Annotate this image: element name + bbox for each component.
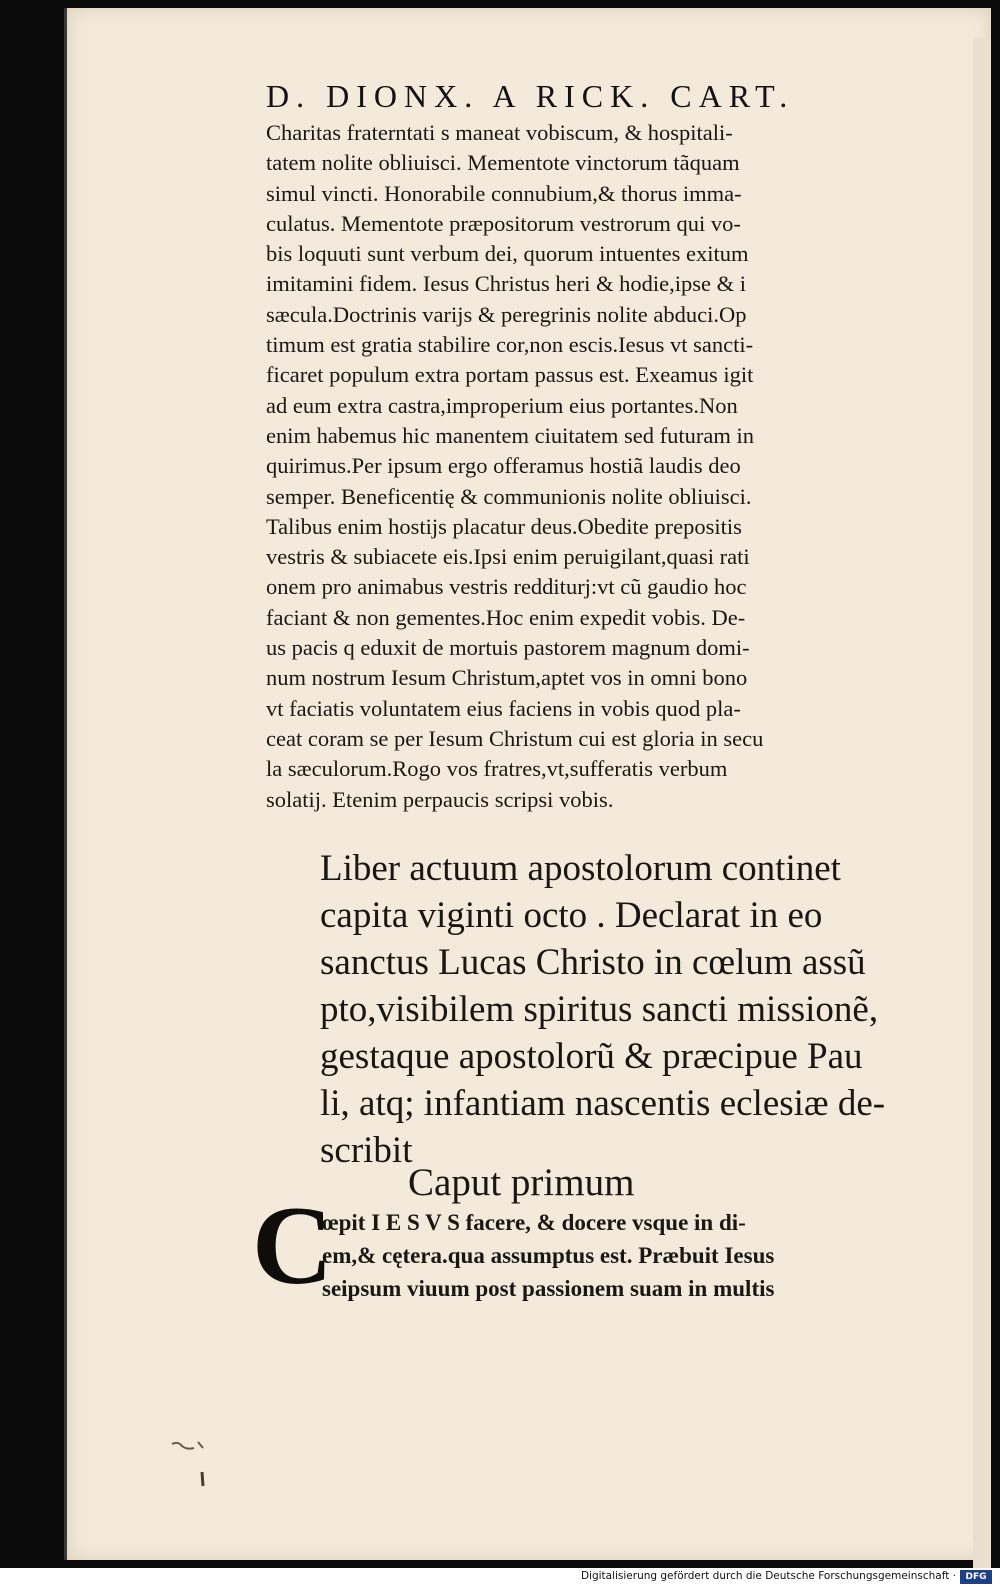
text-line: ceat coram se per Iesum Christum cui est gloria in secu <box>266 725 764 751</box>
text-line: seipsum viuum post passionem suam in multis <box>322 1276 775 1301</box>
text-line: Liber actuum apostolorum continet <box>320 848 841 889</box>
margin-ink-marks <box>168 1438 218 1498</box>
dfg-logo-icon: DFG <box>960 1570 992 1584</box>
text-line: timum est gratia stabilire cor,non escis.Iesus vt sancti- <box>266 332 754 358</box>
text-line: onem pro animabus vestris redditurj:vt cũ gaudio hoc <box>266 574 747 600</box>
text-line: faciant & non gementes.Hoc enim expedit vobis. De- <box>266 604 746 630</box>
drop-cap-initial: C <box>252 1184 333 1308</box>
text-line: quirimus.Per ipsum ergo offeramus hostiã laudis deo <box>266 453 741 479</box>
text-line: capita viginti octo . Declarat in eo <box>320 895 823 936</box>
text-line: li, atq; infantiam nascentis eclesiæ de- <box>320 1083 886 1124</box>
text-line: em,& cętera.qua assumptus est. Præbuit Iesus <box>322 1243 775 1268</box>
text-line: ad eum extra castra,improperium eius portantes.Non <box>266 392 738 418</box>
text-line: Talibus enim hostijs placatur deus.Obedite prepositis <box>266 513 742 539</box>
epistle-text <box>266 118 956 815</box>
text-line: ficaret populum extra portam passus est. Exeamus igit <box>266 362 754 388</box>
text-line: num nostrum Iesum Christum,aptet vos in omni bono <box>266 665 748 691</box>
text-line: us pacis q eduxit de mortuis pastorem magnum domi- <box>266 635 750 661</box>
digitization-footer <box>0 1568 1000 1587</box>
text-line: simul vincti. Honorabile connubium,& thorus imma- <box>266 180 742 206</box>
text-line: imitamini fidem. Iesus Christus heri & hodie,ipse & i <box>266 271 746 297</box>
text-line: la sæculorum.Rogo vos fratres,vt,sufferatis verbum <box>266 756 728 782</box>
text-line: œpit I E S V S facere, & docere vsque in di- <box>322 1210 746 1235</box>
acts-summary <box>320 845 970 1174</box>
text-line: semper. Beneficentię & communionis nolite obliuisci. <box>266 483 752 509</box>
text-line: tatem nolite obliuisci. Mementote vinctorum tãquam <box>266 150 740 176</box>
facing-page-edge <box>973 38 991 1568</box>
text-line: sæcula.Doctrinis varijs & peregrinis nolite abduci.Op <box>266 301 747 327</box>
text-line: Charitas fraterntati s maneat vobiscum, & hospitali- <box>266 120 733 145</box>
text-line: vestris & subiacete eis.Ipsi enim peruigilant,quasi rati <box>266 544 750 570</box>
text-line: scribit <box>320 1130 413 1171</box>
text-line: pto,visibilem spiritus sancti missionẽ, <box>320 989 879 1030</box>
text-line: bis loquuti sunt verbum dei, quorum intuentes exitum <box>266 241 749 267</box>
funding-credit: Digitalisierung gefördert durch die Deutsche Forschungsgemeinschaft · <box>580 1570 956 1582</box>
text-line: sanctus Lucas Christo in cœlum assũ <box>320 942 866 983</box>
text-line: culatus. Mementote præpositorum vestrorum qui vo- <box>266 210 741 236</box>
text-line: solatij. Etenim perpaucis scripsi vobis. <box>266 786 614 812</box>
text-line: enim habemus hic manentem ciuitatem sed futuram in <box>266 422 754 448</box>
running-title: D. DIONX. A RICK. CART. <box>266 78 795 114</box>
text-line: vt faciatis voluntatem eius faciens in vobis quod pla- <box>266 695 741 721</box>
chapter-heading: Caput primum <box>408 1161 635 1204</box>
text-line: gestaque apostolorũ & præcipue Pau <box>320 1036 863 1077</box>
chapter-text <box>322 1206 942 1305</box>
